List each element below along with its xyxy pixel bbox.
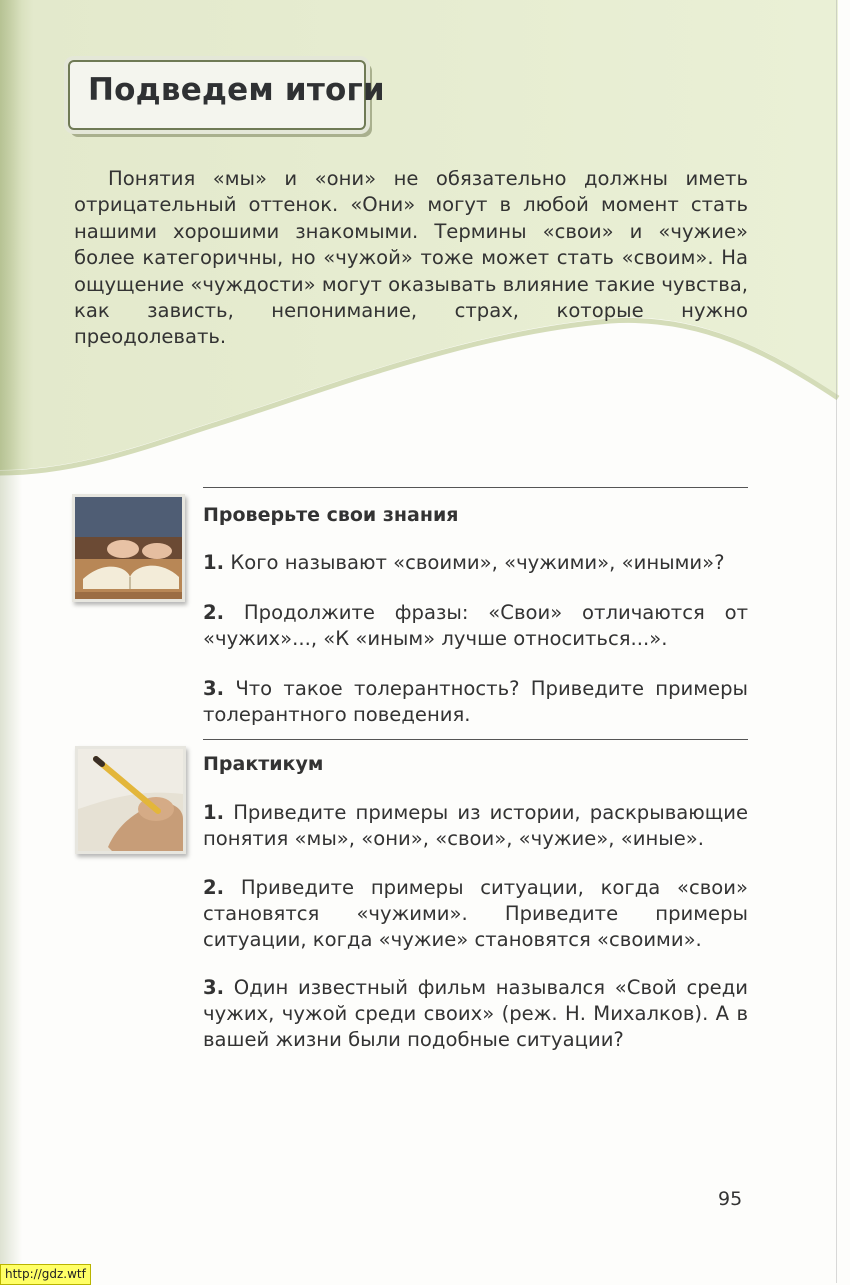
question-text: Продолжите фразы: «Свои» отличаются от «чужих»..., «К «иным» лучше относиться...». [203,601,748,650]
question-item [203,800,748,852]
section-divider [203,487,748,488]
check-knowledge-title: Проверьте свои знания [203,504,459,526]
question-item [203,600,748,652]
question-text: Приведите примеры из истории, раскрывающие понятия «мы», «они», «свои», «чужие», «иные». [203,801,749,850]
book-reading-photo-icon [72,494,185,602]
section-title-box [68,60,385,130]
question-text: Приведите примеры ситуации, когда «свои» становятся «чужими». Приведите примеры ситуации, когда «чужие» становятся «своими». [203,876,748,951]
question-item [203,550,748,576]
question-number: 2. [203,876,225,899]
question-text: Один известный фильм назывался «Свой среди чужих, чужой среди своих» (реж. Н. Михалков). А в вашей жизни были подобные ситуации? [203,976,748,1051]
question-number: 3. [203,677,225,700]
question-text: Кого называют «своими», «чужими», «иными»? [230,551,725,574]
question-item [203,975,748,1053]
page-title: Подведем итоги [88,72,385,108]
question-text: Что такое толерантность? Приведите примеры толерантного поведения. [203,677,748,726]
practicum-title: Практикум [203,753,324,775]
watermark-link[interactable]: http://gdz.wtf [0,1264,91,1285]
question-number: 1. [203,801,225,824]
question-number: 2. [203,601,225,624]
page-number: 95 [718,1188,743,1210]
hand-writing-photo-icon [75,746,186,854]
section-divider [203,739,748,740]
question-number: 1. [203,551,225,574]
question-item [203,875,748,953]
question-number: 3. [203,976,225,999]
summary-paragraph: Понятия «мы» и «они» не обязательно должны иметь отрицательный оттенок. «Они» могут в любой момент стать нашими хорошими знакомыми. Термины «свои» и «чужие» более категоричны, но «чужой» тоже может стать «своим». На ощущение «чуждости» могут оказывать влияние такие чувства, как зависть, непонимание, страх, которые нужно преодолевать. [74,167,749,349]
question-item [203,676,748,728]
page-edge-line [836,0,837,1283]
